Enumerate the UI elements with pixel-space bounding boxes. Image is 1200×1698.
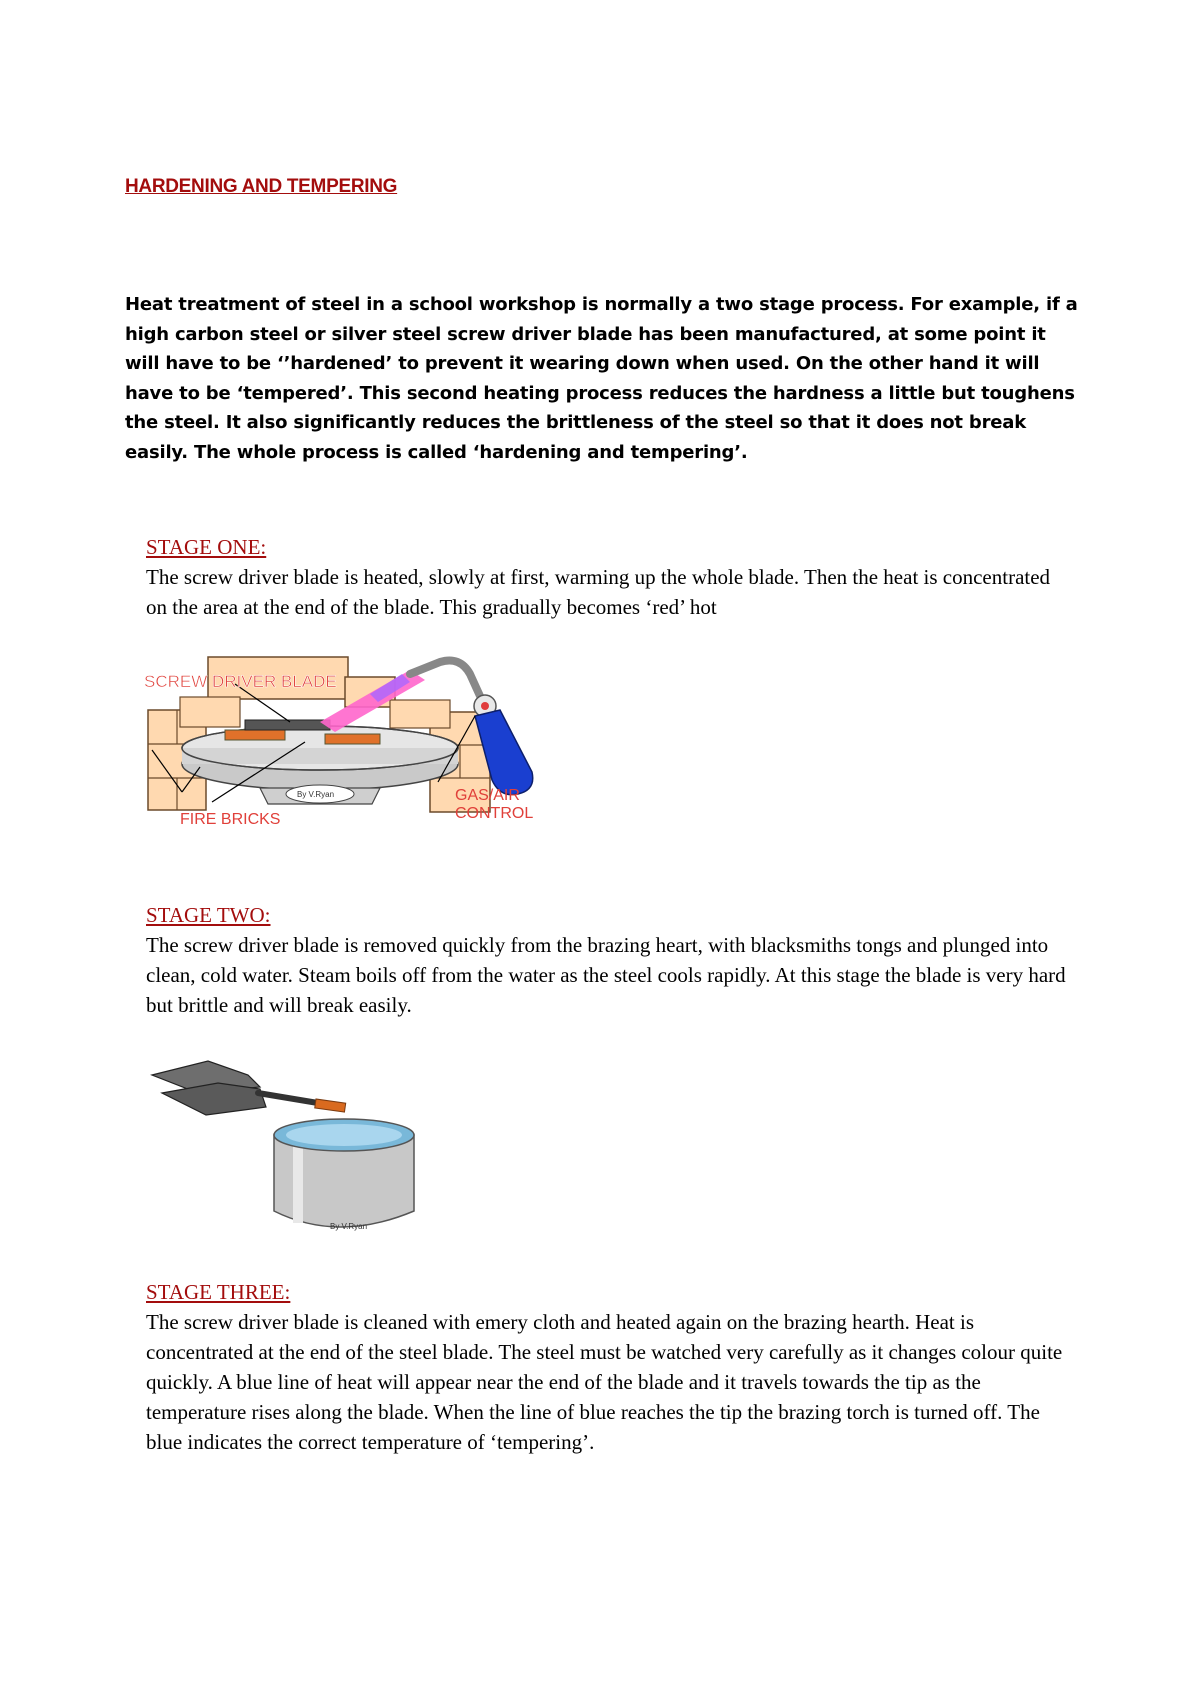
left-brick-back — [180, 697, 240, 727]
stage-one-text: The screw driver blade is heated, slowly at first, warming up the whole blade. Then the heat is concentrated on the area at the end of the blade. This gradually becomes ‘red’ hot — [146, 565, 1051, 619]
quench-blade — [315, 1099, 346, 1112]
tongs-lower-jaw — [162, 1083, 266, 1115]
document-title: HARDENING AND TEMPERING — [125, 176, 398, 197]
label-control: CONTROL — [455, 805, 534, 822]
intro-paragraph: Heat treatment of steel in a school workshop is normally a two stage process. For example, if a high carbon steel or silver steel screw driver blade has been manufactured, at some point it will have to be ‘’hardened’ to prevent it wearing down when used. On the other hand it will have to be ‘tempered’. This second heating process reduces the hardness a little but toughens the steel. It also significantly reduces the brittleness of the steel so that it does not break easily. The whole process is called ‘hardening and tempering’. — [125, 294, 1078, 463]
stage-one-heading: STAGE ONE: — [146, 535, 267, 559]
stage-three-heading: STAGE THREE: — [146, 1280, 291, 1304]
small-brick-right — [325, 734, 380, 744]
small-brick-left — [225, 730, 285, 740]
label-fire-bricks: FIRE BRICKS — [180, 811, 281, 828]
credit-v-ryan-hearth: By V.Ryan — [297, 790, 335, 799]
credit-v-ryan-quench: By V.Ryan — [330, 1222, 368, 1231]
right-brick-back — [390, 700, 450, 728]
label-screw-driver-blade: SCREW DRIVER BLADE — [144, 672, 337, 691]
quench-illustration — [148, 1055, 428, 1245]
stage-two-heading: STAGE TWO: — [146, 903, 271, 927]
label-gas-air: GAS/AIR — [455, 787, 520, 804]
brazing-hearth-illustration — [140, 652, 580, 832]
stage-three-text: The screw driver blade is cleaned with emery cloth and heated again on the brazing hearth. Heat is concentrated at the end of the steel blade. The steel must be watched very carefully as it changes colour quite quickly. A blue line of heat will appear near the end of the blade and it travels towards the tip as the temperature rises along the blade. When the line of blue reaches the tip the brazing torch is turned off. The blue indicates the correct temperature of ‘tempering’. — [146, 1310, 1063, 1454]
screwdriver-blade — [245, 720, 330, 730]
stage-two-text: The screw driver blade is removed quickly from the brazing heart, with blacksmiths tongs and plunged into clean, cold water. Steam boils off from the water as the steel cools rapidly. At this stage the blade is very hard but brittle and will break easily. — [146, 933, 1066, 1017]
